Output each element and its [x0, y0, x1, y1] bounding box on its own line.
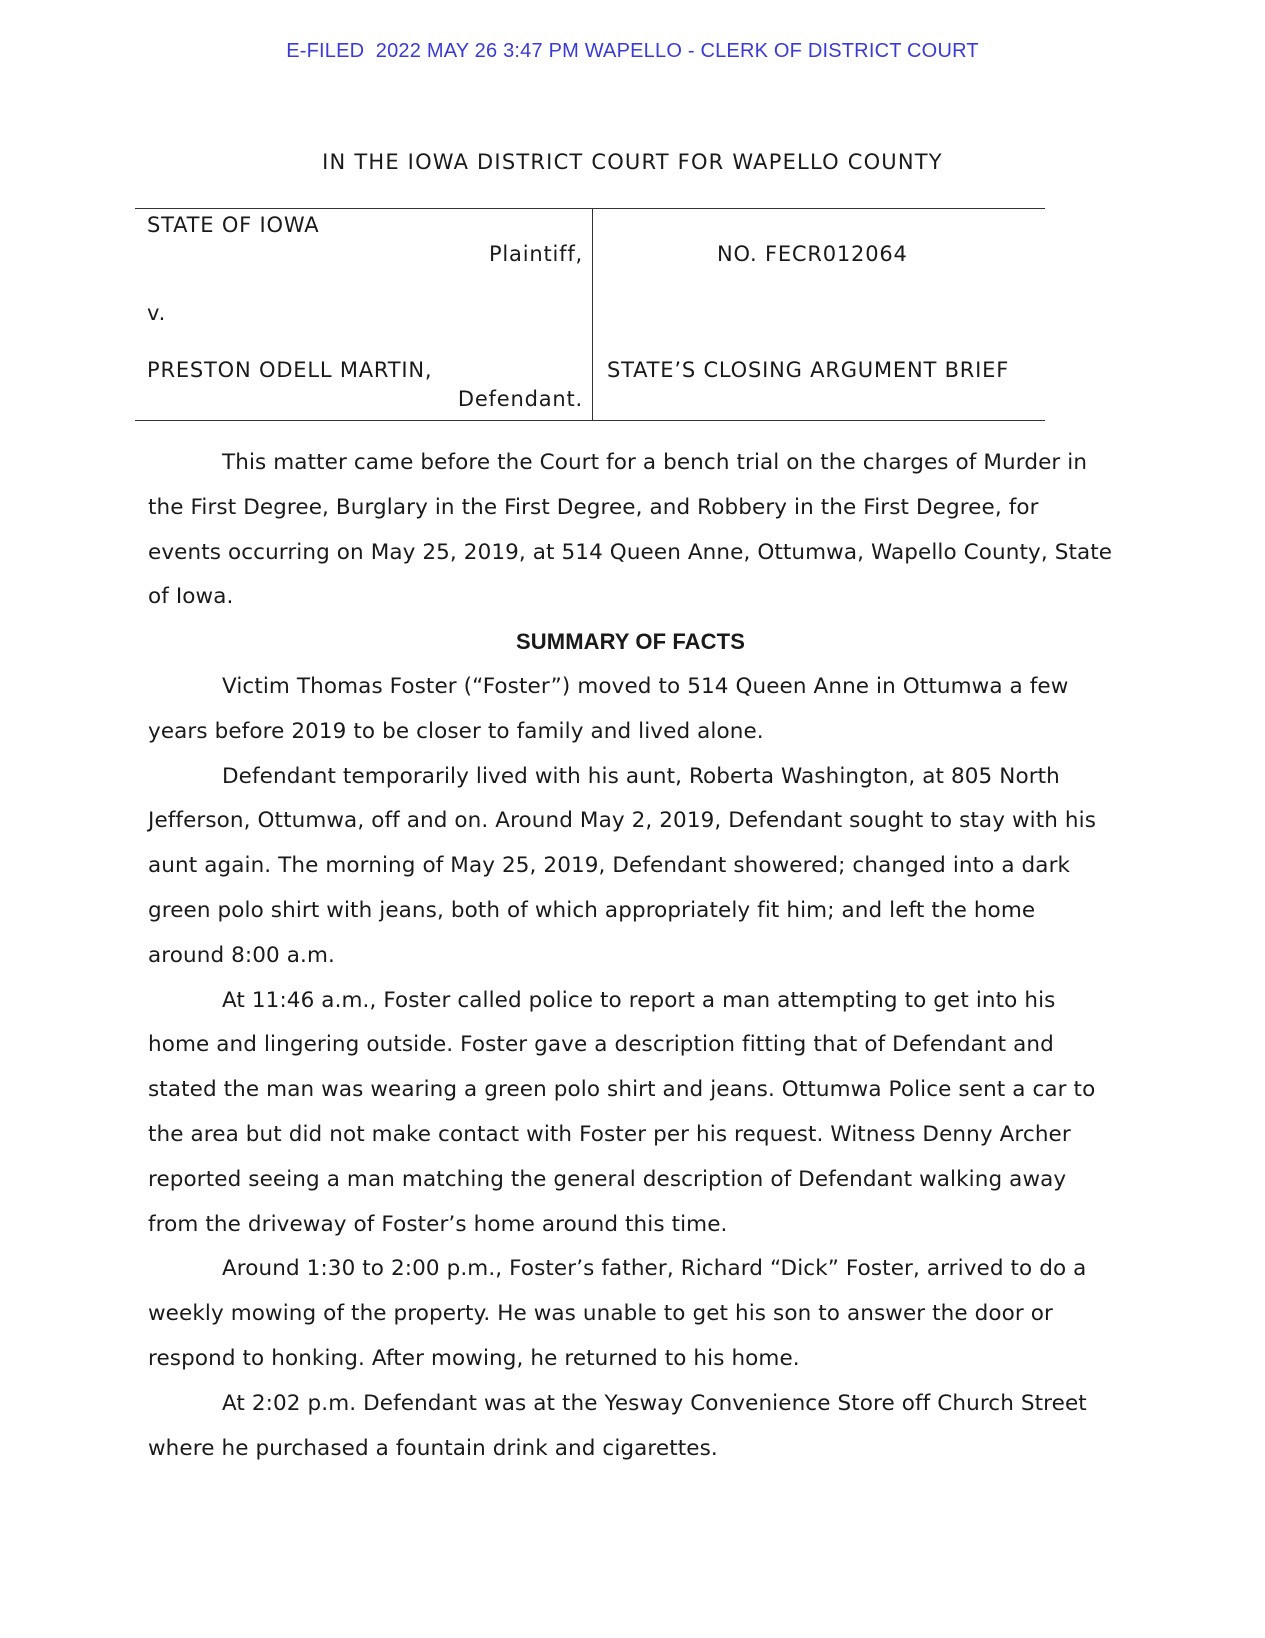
court-title: IN THE IOWA DISTRICT COURT FOR WAPELLO COUNTY: [322, 150, 943, 174]
fact-paragraph: Victim Thomas Foster (“Foster”) moved to 514 Queen Anne in Ottumwa a few years before 2019 to be closer to family and lived alone.: [148, 673, 1069, 744]
section-heading: SUMMARY OF FACTS: [516, 629, 745, 655]
efiled-stamp: E-FILED 2022 MAY 26 3:47 PM WAPELLO - CLERK OF DISTRICT COURT: [286, 40, 979, 62]
document-title: STATE’S CLOSING ARGUMENT BRIEF: [607, 358, 1010, 382]
caption-divider: [592, 209, 593, 420]
fact-paragraph: At 11:46 a.m., Foster called police to report a man attempting to get into his home and lingering outside. Foster gave a description fitting that of Defendant and stated the man was wearing a green polo shirt and jeans. Ottumwa Police sent a car to the area but did not make contact with Foster per his request. Witness Denny Archer reported seeing a man matching the general description of Defendant walking away from the driveway of Foster’s home around this time.: [148, 987, 1096, 1237]
versus: v.: [147, 301, 167, 325]
defendant-name: PRESTON ODELL MARTIN,: [147, 358, 433, 382]
plaintiff-name: STATE OF IOWA: [147, 213, 320, 237]
defendant-role: Defendant.: [457, 387, 583, 411]
plaintiff-role: Plaintiff,: [488, 242, 583, 266]
case-number: NO. FECR012064: [717, 242, 908, 266]
fact-paragraph: At 2:02 p.m. Defendant was at the Yesway Convenience Store off Church Street where he purchased a fountain drink and cigarettes.: [148, 1390, 1087, 1461]
fact-paragraph: Defendant temporarily lived with his aunt, Roberta Washington, at 805 North Jefferson, Ottumwa, off and on. Around May 2, 2019, Defendant sought to stay with his aunt again. The morning of May 25, 2019, Defendant showered; changed into a dark green polo shirt with jeans, both of which appropriately fit him; and left the home around 8:00 a.m.: [148, 763, 1097, 968]
case-caption: [135, 208, 1045, 421]
brief-body: [148, 441, 1113, 1471]
fact-paragraph: Around 1:30 to 2:00 p.m., Foster’s father, Richard “Dick” Foster, arrived to do a weekly mowing of the property. He was unable to get his son to answer the door or respond to honking. After mowing, he returned to his home.: [148, 1256, 1087, 1371]
intro-paragraph: This matter came before the Court for a bench trial on the charges of Murder in the First Degree, Burglary in the First Degree, and Robbery in the First Degree, for events occurring on May 25, 2019, at 514 Queen Anne, Ottumwa, Wapello County, State of Iowa.: [148, 450, 1113, 610]
